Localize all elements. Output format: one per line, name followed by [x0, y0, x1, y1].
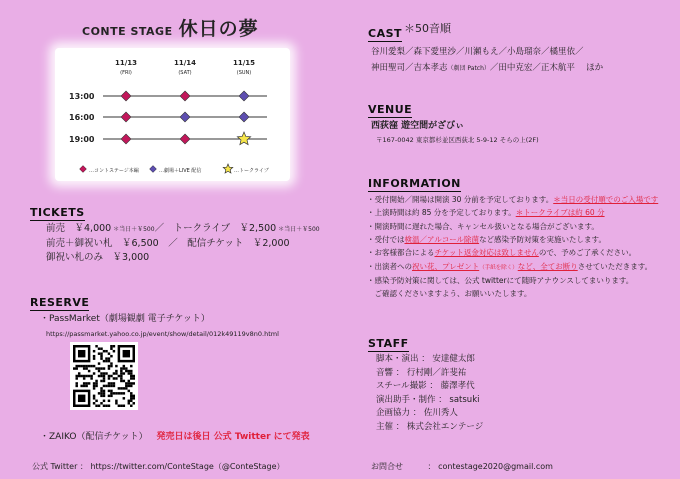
info-text: など、全てお断り [517, 261, 578, 271]
info-text: （手紙を除く） [479, 264, 518, 271]
qr-module [108, 367, 110, 369]
qr-module [108, 365, 110, 367]
qr-module [108, 375, 110, 377]
qr-module [113, 372, 115, 374]
footer-twitter[interactable]: 公式 Twitter ： https://twitter.com/ConteStage（@ConteStage） [32, 462, 285, 471]
qr-module [130, 400, 132, 402]
legend-label: …トークライブ [234, 168, 269, 174]
qr-module [110, 365, 112, 367]
qr-module [133, 382, 135, 384]
qr-module [123, 387, 125, 389]
staff-line: スチール撮影 ： 藤澤孝代 [376, 381, 475, 392]
contact-email[interactable]: ： contestage2020@gmail.com [427, 462, 553, 471]
qr-module [120, 392, 122, 394]
qr-module [105, 385, 107, 387]
tickets-section [30, 201, 85, 221]
qr-module [103, 390, 105, 392]
qr-module [108, 360, 110, 362]
qr-module [118, 392, 120, 394]
ticket-line [46, 222, 320, 237]
qr-module [120, 405, 122, 407]
staff-section [368, 332, 409, 352]
qr-module [75, 385, 77, 387]
reserve-section [30, 291, 89, 311]
qr-module [83, 385, 85, 387]
ticket-line [46, 237, 320, 252]
qr-module [123, 372, 125, 374]
info-item [367, 246, 658, 259]
qr-module [125, 370, 127, 372]
qr-module [115, 372, 117, 374]
qr-module [110, 362, 112, 364]
qr-module [78, 365, 80, 367]
passmarket-url[interactable]: https://passmarket.yahoo.co.jp/event/show/detail/012k49119v8n0.html [46, 330, 279, 338]
qr-module [103, 350, 105, 352]
qr-module [130, 370, 132, 372]
qr-module [75, 367, 77, 369]
qr-module [98, 362, 100, 364]
qr-module [130, 397, 132, 399]
qr-module [128, 382, 130, 384]
qr-module [95, 382, 97, 384]
qr-module [130, 382, 132, 384]
conte-diamond [121, 134, 131, 144]
qr-module [100, 355, 102, 357]
day-label: (SUN) [236, 70, 252, 76]
qr-module [105, 360, 107, 362]
qr-module [100, 387, 102, 389]
cast-affiliation: （劇団 Patch） [447, 64, 490, 72]
information-section [368, 172, 461, 192]
qr-module [113, 392, 115, 394]
qr-module [108, 390, 110, 392]
qr-module [125, 367, 127, 369]
cast-line-2 [371, 61, 603, 77]
information-heading: INFORMATION [368, 177, 461, 190]
qr-module [120, 380, 122, 382]
info-text: ＊トークライブは約 60 分 [515, 208, 605, 218]
qr-module [88, 382, 90, 384]
info-item [367, 260, 658, 274]
qr-module [130, 372, 132, 374]
footer-contact [371, 461, 553, 473]
qr-module [128, 372, 130, 374]
qr-module [108, 352, 110, 354]
qr-module [120, 370, 122, 372]
qr-module [93, 365, 95, 367]
info-text: ＊当日の受付順でのご入場です [553, 195, 659, 204]
qr-module [75, 382, 77, 384]
qr-module [85, 365, 87, 367]
time-label: 16:00 [69, 113, 95, 122]
info-text: させていただきます。 [577, 261, 653, 271]
staff-heading: STAFF [368, 337, 409, 350]
info-text: ・上演時間は約 85 分を予定しております。 [367, 208, 516, 218]
qr-module [120, 375, 122, 377]
qr-module [78, 395, 85, 402]
cast-names-2b: ／田中克宏／正木航平 ほか [489, 62, 604, 73]
conte-diamond [180, 91, 190, 101]
qr-module [80, 365, 82, 367]
qr-module [100, 347, 102, 349]
qr-module [133, 395, 135, 397]
qr-module [83, 365, 85, 367]
qr-module [98, 370, 100, 372]
qr-module [123, 380, 125, 382]
qr-module [113, 345, 115, 347]
qr-module [78, 350, 85, 357]
qr-module [128, 400, 130, 402]
qr-module [128, 390, 130, 392]
qr-module [93, 350, 95, 352]
qr-module [88, 370, 90, 372]
conte-diamond [121, 112, 131, 122]
time-label: 13:00 [69, 92, 95, 101]
qr-module [123, 397, 125, 399]
talk-live-star [237, 132, 250, 145]
qr-module [108, 405, 110, 407]
qr-module [98, 352, 100, 354]
qr-module [90, 375, 92, 377]
qr-module [103, 405, 105, 407]
qr-module [133, 377, 135, 379]
qr-module [120, 367, 122, 369]
qr-module [88, 375, 90, 377]
qr-module [108, 377, 110, 379]
qr-module [98, 367, 100, 369]
info-text: ・お客様都合による [367, 248, 435, 258]
event-title [82, 14, 259, 41]
qr-module [118, 387, 120, 389]
staff-line: 脚本・演出 ： 安達健太郎 [376, 354, 475, 364]
qr-module [130, 365, 132, 367]
qr-module [113, 377, 115, 379]
qr-module [93, 357, 95, 359]
ticket-price-list [46, 222, 320, 266]
info-text: ・開演時間に遅れた場合、キャンセル扱いとなる場合がございます。 [367, 221, 599, 231]
qr-module [125, 385, 127, 387]
qr-module [78, 375, 80, 377]
conte-diamond [180, 134, 190, 144]
qr-module [123, 365, 125, 367]
qr-module [100, 395, 102, 397]
passmarket-label: ・PassMarket（劇場観劇 電子チケット） [40, 314, 210, 324]
qr-module [95, 367, 97, 369]
qr-module [130, 375, 132, 377]
qr-module [130, 395, 132, 397]
qr-module [80, 375, 82, 377]
live-diamond [180, 112, 190, 122]
qr-module [83, 375, 85, 377]
qr-module [93, 355, 95, 357]
qr-module [95, 380, 97, 382]
qr-module [98, 375, 100, 377]
qr-module [75, 365, 77, 367]
staff-line: 演出助手・制作 ： satsuki [376, 394, 480, 405]
qr-module [95, 405, 97, 407]
qr-module [90, 365, 92, 367]
staff-line: 音響 ： 行村剛／許斐祐 [376, 367, 467, 378]
info-text: ・出演者への [367, 261, 412, 271]
cast-section [368, 22, 402, 42]
qr-module [113, 350, 115, 352]
qr-module [73, 367, 75, 369]
qr-module [133, 397, 135, 399]
qr-module [108, 385, 110, 387]
legend-label: …劇場＋LIVE 配信 [159, 168, 202, 174]
title-en: CONTE STAGE [82, 25, 173, 38]
info-text: ・受付では [367, 235, 405, 245]
conte-diamond [121, 91, 131, 101]
qr-module [85, 382, 87, 384]
qr-module [103, 367, 105, 369]
staff-line: 企画協力 ： 佐川秀人 [376, 408, 458, 419]
info-item [367, 233, 658, 246]
qr-module [103, 395, 105, 397]
qr-module [108, 400, 110, 402]
time-label: 19:00 [69, 135, 95, 144]
qr-module [103, 385, 105, 387]
venue-heading: VENUE [368, 103, 413, 116]
qr-module [118, 405, 120, 407]
ticket-mid: ／ トークライブ ￥2,500 [154, 223, 277, 234]
qr-module [105, 357, 107, 359]
qr-module [123, 405, 125, 407]
ticket-main: 御祝い札のみ ￥3,000 [46, 252, 150, 264]
qr-module [120, 387, 122, 389]
info-text: ので、予めご了承ください。 [538, 248, 637, 258]
qr-module [100, 352, 102, 354]
qr-module [123, 392, 125, 394]
qr-module [95, 345, 97, 347]
qr-module [80, 385, 82, 387]
legend-star [223, 164, 233, 173]
info-text: 検温／アルコール除菌 [404, 235, 480, 245]
info-text: ・受付開始／開場は開演 30 分前を予定しております。 [367, 195, 554, 204]
qr-module [103, 360, 105, 362]
venue-section [368, 98, 412, 118]
qr-module [110, 347, 112, 349]
schedule-chart [55, 48, 290, 181]
info-text: ・感染予防対策に関しては、公式 twitterにて随時アナウンスしてまいります。 [367, 275, 634, 285]
date-label: 11/14 [173, 59, 197, 67]
qr-module [130, 385, 132, 387]
qr-module [115, 400, 117, 402]
info-item [367, 274, 658, 287]
ticket-main: 前売 ￥4,000 [46, 223, 112, 234]
ticket-note: ＊当日＋￥500 [111, 226, 155, 233]
qr-module [105, 350, 107, 352]
qr-module [90, 377, 92, 379]
qr-module [93, 387, 95, 389]
cast-names-2a: 神田聖司／吉本孝志 [371, 62, 448, 73]
cast-heading: CAST [368, 27, 403, 40]
zaiko-line [40, 431, 310, 445]
qr-module [98, 347, 100, 349]
qr-module [110, 382, 112, 384]
info-item [367, 206, 658, 219]
qr-code-image[interactable] [70, 342, 138, 410]
reserve-heading: RESERVE [30, 296, 90, 309]
qr-module [120, 372, 122, 374]
qr-module [95, 400, 97, 402]
legend-label: …コントステージ本編 [89, 168, 139, 174]
live-diamond [239, 91, 249, 101]
qr-module [120, 377, 122, 379]
date-label: 11/13 [114, 59, 138, 67]
qr-module [115, 392, 117, 394]
staff-line: 主催 ： 株式会社エンテージ [376, 421, 484, 432]
qr-module [100, 402, 102, 404]
qr-module [88, 365, 90, 367]
qr-module [130, 405, 132, 407]
qr-module [103, 372, 105, 374]
qr-module [93, 397, 95, 399]
qr-module [105, 372, 107, 374]
venue-address: 〒167-0042 東京都杉並区西荻北 5-9-12 そらの上(2F) [376, 136, 539, 144]
qr-module [93, 402, 95, 404]
qr-module [103, 380, 105, 382]
qr-module [83, 377, 85, 379]
qr-module [133, 402, 135, 404]
qr-module [128, 370, 130, 372]
info-item [367, 193, 658, 206]
qr-module [108, 357, 110, 359]
qr-module [110, 385, 112, 387]
qr-module [100, 357, 102, 359]
qr-module [100, 367, 102, 369]
qr-module [100, 372, 102, 374]
qr-module [75, 377, 77, 379]
cast-order-note: ＊50音順 [404, 22, 451, 35]
qr-module [110, 395, 112, 397]
qr-module [128, 385, 130, 387]
qr-module [93, 385, 95, 387]
qr-module [85, 375, 87, 377]
zaiko-label: ・ZAIKO（配信チケット） [40, 432, 148, 442]
venue-name: 西荻窪 遊空間がざびぃ [371, 121, 465, 131]
live-diamond [239, 112, 249, 122]
qr-module [105, 405, 107, 407]
qr-module [100, 380, 102, 382]
qr-module [130, 392, 132, 394]
legend-diamond [80, 166, 87, 173]
cast-line-1: 谷川愛梨／森下愛里沙／川瀬もえ／小島瑠奈／橘里依／ [371, 47, 584, 57]
qr-module [110, 345, 112, 347]
title-ja: 休日の夢 [178, 18, 259, 40]
info-text: 祝い花、プレゼント [412, 261, 480, 271]
qr-module [115, 365, 117, 367]
qr-module [113, 385, 115, 387]
qr-module [100, 375, 102, 377]
qr-code-icon [73, 345, 135, 407]
qr-module [108, 395, 110, 397]
zaiko-note: 発売日は後日 公式 Twitter にて発表 [156, 432, 310, 442]
info-text: ご確認くださいますよう、お願いいたします。 [367, 288, 532, 298]
qr-module [123, 367, 125, 369]
qr-module [93, 372, 95, 374]
qr-module [115, 402, 117, 404]
qr-module [93, 395, 95, 397]
qr-module [130, 377, 132, 379]
qr-module [98, 405, 100, 407]
qr-module [98, 392, 100, 394]
qr-module [115, 377, 117, 379]
qr-module [110, 392, 112, 394]
qr-module [103, 392, 105, 394]
qr-module [103, 377, 105, 379]
qr-module [108, 382, 110, 384]
qr-module [113, 382, 115, 384]
schedule-grid [55, 48, 290, 181]
qr-module [75, 375, 77, 377]
ticket-note2: ＊当日＋￥500 [276, 226, 320, 233]
qr-module [103, 375, 105, 377]
qr-module [100, 392, 102, 394]
qr-module [95, 385, 97, 387]
qr-module [83, 367, 85, 369]
qr-module [78, 372, 80, 374]
ticket-main: 前売＋御祝い札 ￥6,500 ／ 配信チケット ￥2,000 [46, 237, 290, 249]
qr-module [93, 382, 95, 384]
staff-list [376, 353, 483, 435]
day-label: (SAT) [178, 70, 192, 76]
qr-module [118, 375, 120, 377]
contact-label: お問合せ [371, 462, 403, 471]
info-text: チケット返金対応は致しません [434, 248, 539, 258]
info-item [367, 220, 658, 233]
qr-module [85, 385, 87, 387]
info-item [367, 287, 658, 300]
qr-module [110, 355, 112, 357]
qr-module [100, 390, 102, 392]
qr-module [125, 382, 127, 384]
qr-module [125, 387, 127, 389]
info-text: など感染予防対策を実施いたします。 [479, 235, 606, 245]
qr-module [110, 390, 112, 392]
qr-module [133, 375, 135, 377]
qr-module [103, 400, 105, 402]
tickets-heading: TICKETS [30, 206, 85, 219]
information-list [367, 193, 658, 300]
day-label: (FRI) [120, 70, 132, 76]
qr-module [83, 382, 85, 384]
qr-module [128, 380, 130, 382]
qr-module [128, 402, 130, 404]
qr-module [85, 367, 87, 369]
qr-module [123, 350, 130, 357]
qr-module [110, 375, 112, 377]
cast-list [371, 45, 603, 76]
date-label: 11/15 [232, 59, 256, 67]
ticket-line [46, 251, 320, 266]
qr-module [115, 370, 117, 372]
legend-diamond [150, 166, 157, 173]
